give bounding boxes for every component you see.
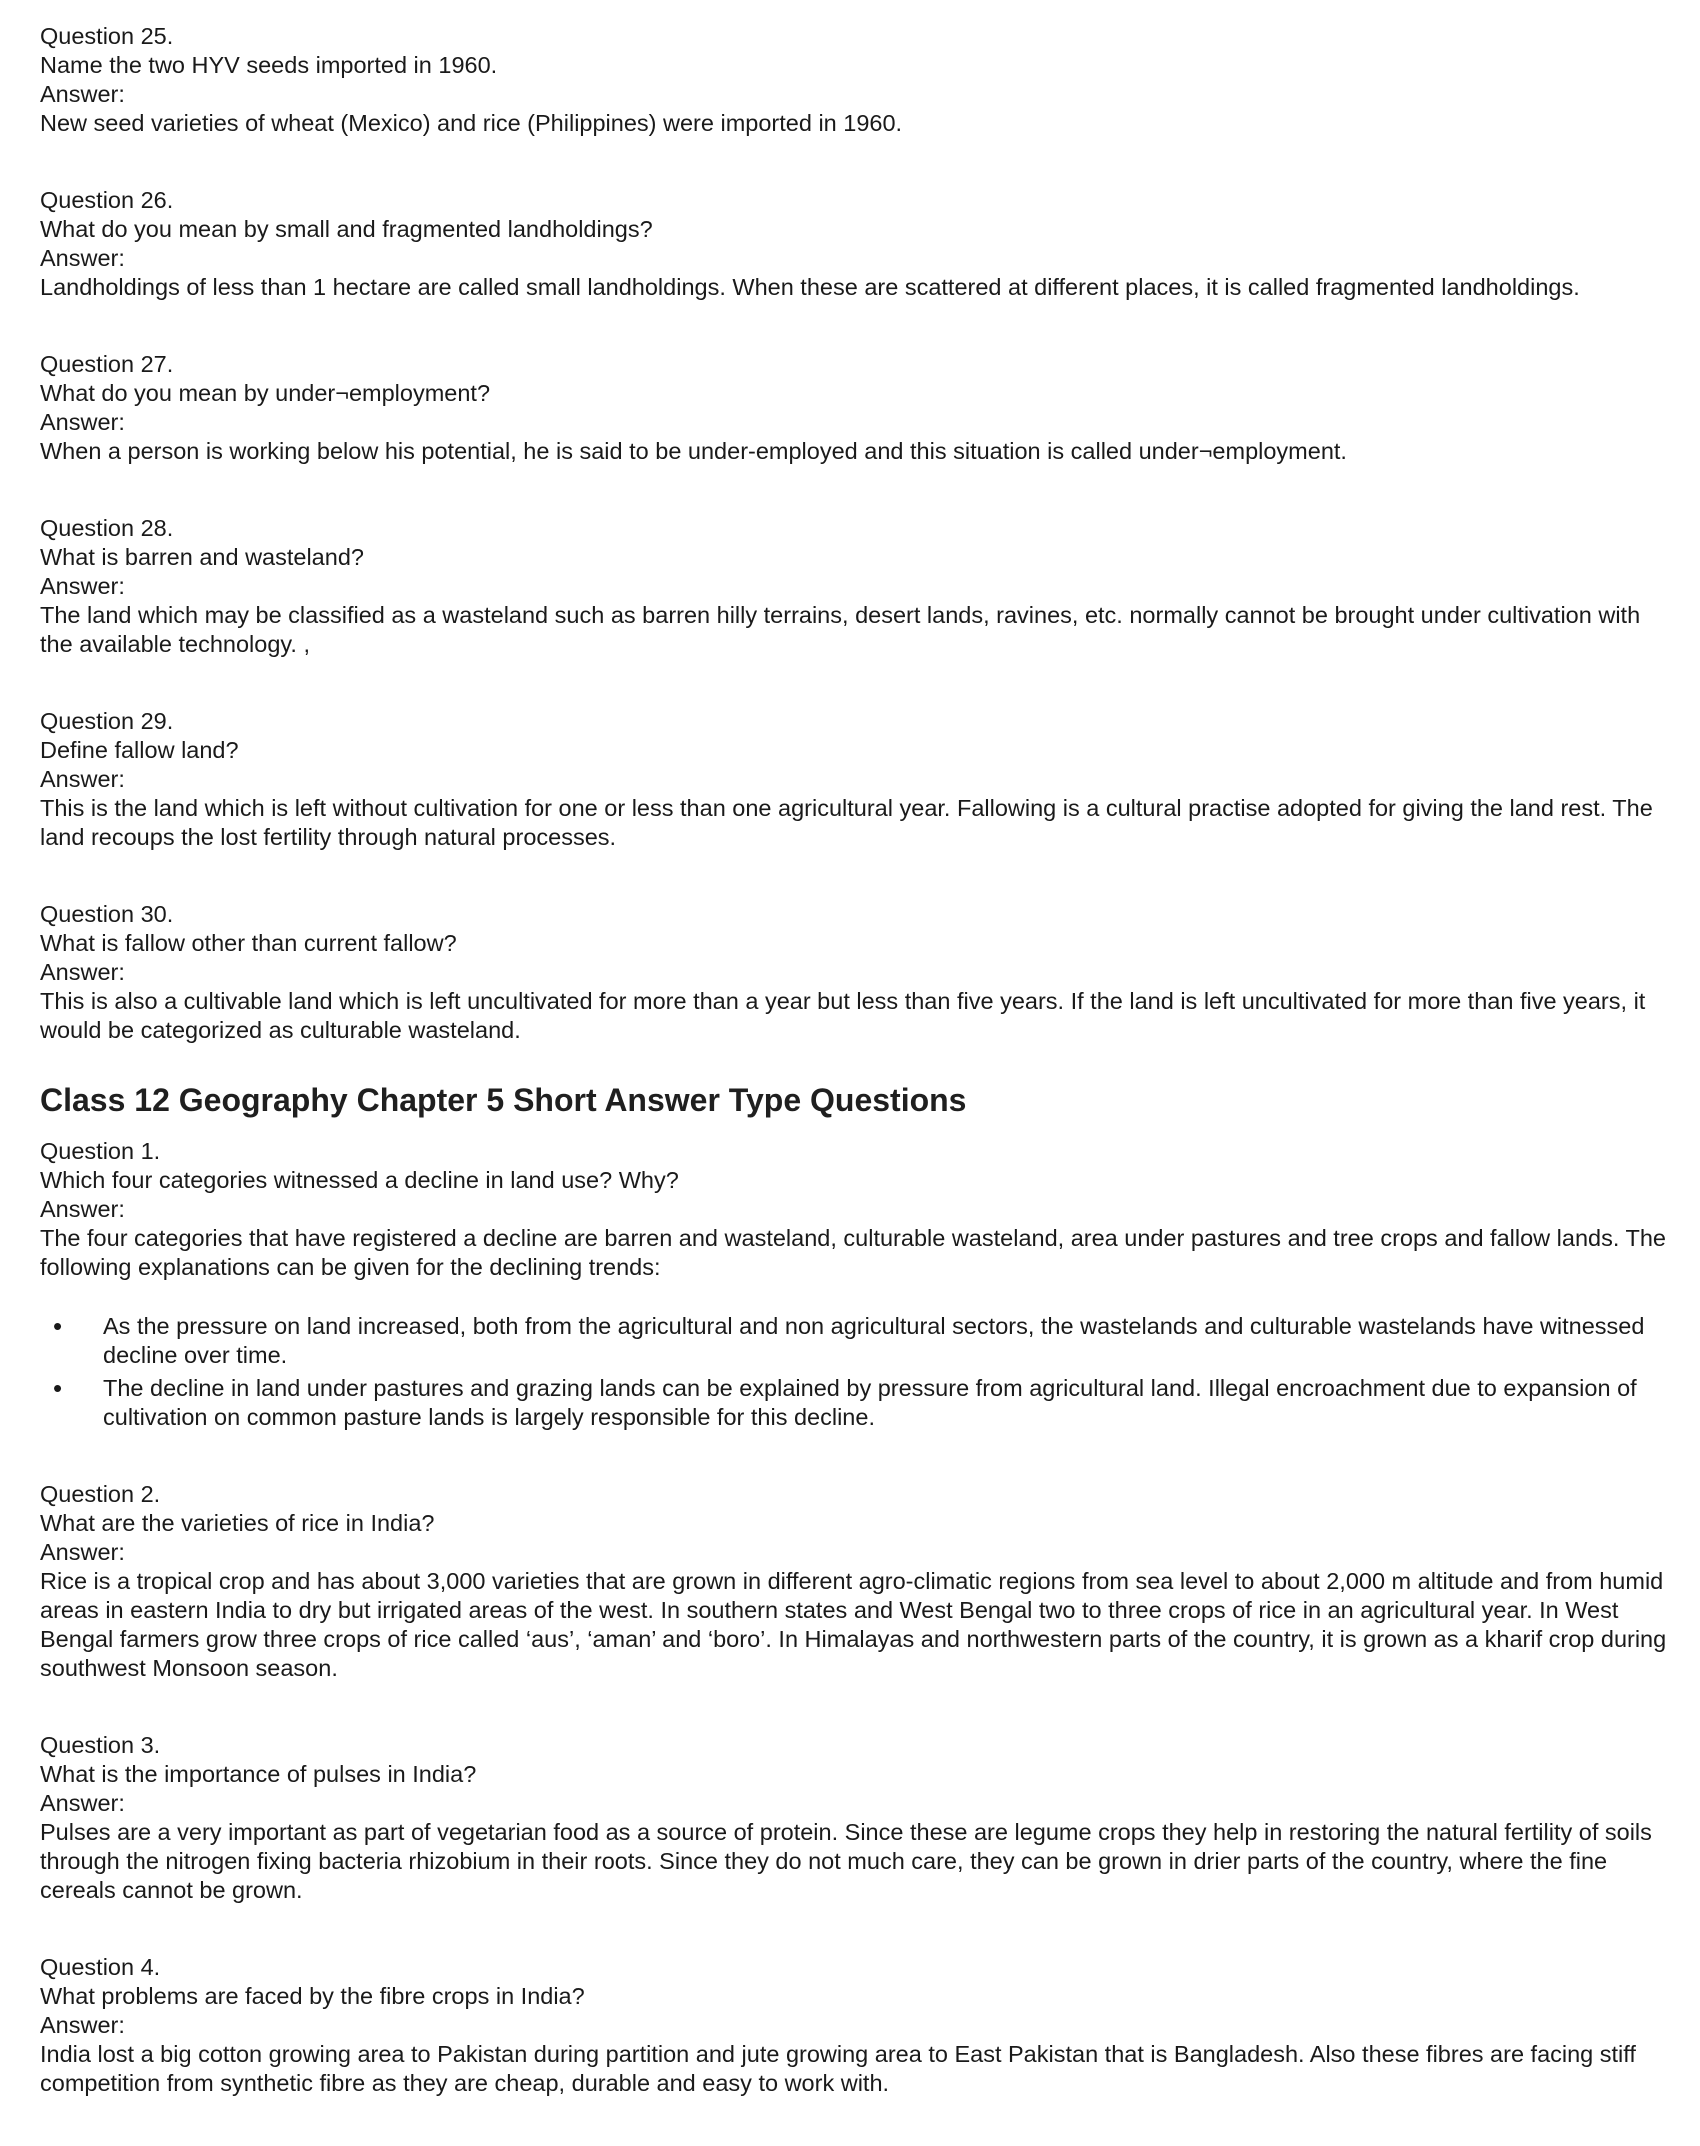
answer-label: Answer: [40, 1539, 125, 1565]
question-number: Question 30. [40, 901, 174, 927]
bullet-item: • The decline in land under pastures and grazing lands can be explained by pressure from agricultural land. Illegal encroachment due to expansion of cultivation on common pasture lands is largely responsible for this decline. [103, 1374, 1670, 1432]
document-page [40, 22, 1670, 2146]
answer-text: The land which may be classified as a wasteland such as barren hilly terrains, desert lands, ravines, etc. normally cannot be brought under cultivation with the available technology. , [40, 602, 1641, 657]
answer-text: India lost a big cotton growing area to Pakistan during partition and jute growing area to East Pakistan that is Bangladesh. Also these fibres are facing stiff competition from synthetic fibre as they are cheap, durable and easy to work with. [40, 2041, 1636, 2096]
question-number: Question 26. [40, 187, 174, 213]
question-number: Question 27. [40, 351, 174, 377]
question-text: What is barren and wasteland? [40, 544, 364, 570]
question-number: Question 2. [40, 1481, 161, 1507]
answer-text: The four categories that have registered a decline are barren and wasteland, culturable wasteland, area under pastures and tree crops and fallow lands. The following explanations can be given for the declining trends: [40, 1225, 1666, 1280]
answer-text: When a person is working below his potential, he is said to be under-employed and this situation is called under¬employment. [40, 438, 1347, 464]
question-number: Question 29. [40, 708, 174, 734]
question-text: What are the varieties of rice in India? [40, 1510, 435, 1536]
qa-block-29 [40, 707, 1670, 852]
qa-block-short-1 [40, 1137, 1670, 1432]
answer-text: This is the land which is left without cultivation for one or less than one agricultural year. Fallowing is a cultural practise adopted for giving the land rest. The land recoups the lost fertility through natural processes. [40, 795, 1653, 850]
answer-label: Answer: [40, 1790, 125, 1816]
answer-label: Answer: [40, 2012, 125, 2038]
qa-block-27 [40, 350, 1670, 466]
answer-text: Landholdings of less than 1 hectare are called small landholdings. When these are scattered at different places, it is called fragmented landholdings. [40, 274, 1580, 300]
answer-label: Answer: [40, 573, 125, 599]
answer-label: Answer: [40, 409, 125, 435]
question-text: Which four categories witnessed a decline in land use? Why? [40, 1167, 679, 1193]
answer-text: Pulses are a very important as part of vegetarian food as a source of protein. Since these are legume crops they help in restoring the natural fertility of soils through the nitrogen fixing bacteria rhizobium in their roots. Since they do not much care, they can be grown in drier parts of the country, where the fine cereals cannot be grown. [40, 1819, 1652, 1903]
answer-label: Answer: [40, 245, 125, 271]
question-text: Define fallow land? [40, 737, 239, 763]
qa-block-28 [40, 514, 1670, 659]
question-text: What do you mean by small and fragmented landholdings? [40, 216, 653, 242]
bullet-item: • As the pressure on land increased, both from the agricultural and non agricultural sectors, the wastelands and culturable wastelands have witnessed decline over time. [103, 1312, 1670, 1370]
question-number: Question 28. [40, 515, 174, 541]
qa-block-short-2 [40, 1480, 1670, 1683]
answer-label: Answer: [40, 1196, 125, 1222]
answer-text: This is also a cultivable land which is left uncultivated for more than a year but less than five years. If the land is left uncultivated for more than five years, it would be categorized as culturable wasteland. [40, 988, 1646, 1043]
question-text: What is fallow other than current fallow? [40, 930, 457, 956]
answer-label: Answer: [40, 81, 125, 107]
section-heading: Class 12 Geography Chapter 5 Short Answer Type Questions [40, 1082, 967, 1118]
qa-block-26 [40, 186, 1670, 302]
question-text: Name the two HYV seeds imported in 1960. [40, 52, 498, 78]
answer-text: New seed varieties of wheat (Mexico) and rice (Philippines) were imported in 1960. [40, 110, 903, 136]
answer-bullet-list [40, 1312, 1670, 1432]
question-number: Question 4. [40, 1954, 161, 1980]
answer-label: Answer: [40, 766, 125, 792]
qa-block-25 [40, 22, 1670, 138]
answer-text: Rice is a tropical crop and has about 3,000 varieties that are grown in different agro-climatic regions from sea level to about 2,000 m altitude and from humid areas in eastern India to dry but irrigated areas of the west. In southern states and West Bengal two to three crops of rice in an agricultural year. In West Bengal farmers grow three crops of rice called ‘aus’, ‘aman’ and ‘boro’. In Himalayas and northwestern parts of the country, it is grown as a kharif crop during southwest Monsoon season. [40, 1568, 1667, 1681]
qa-block-short-3 [40, 1731, 1670, 1905]
answer-label: Answer: [40, 959, 125, 985]
question-number: Question 25. [40, 23, 174, 49]
qa-block-short-4 [40, 1953, 1670, 2098]
question-text: What do you mean by under¬employment? [40, 380, 491, 406]
question-text: What problems are faced by the fibre crops in India? [40, 1983, 585, 2009]
question-number: Question 1. [40, 1138, 161, 1164]
question-text: What is the importance of pulses in India? [40, 1761, 477, 1787]
question-number: Question 3. [40, 1732, 161, 1758]
qa-block-30 [40, 900, 1670, 1045]
